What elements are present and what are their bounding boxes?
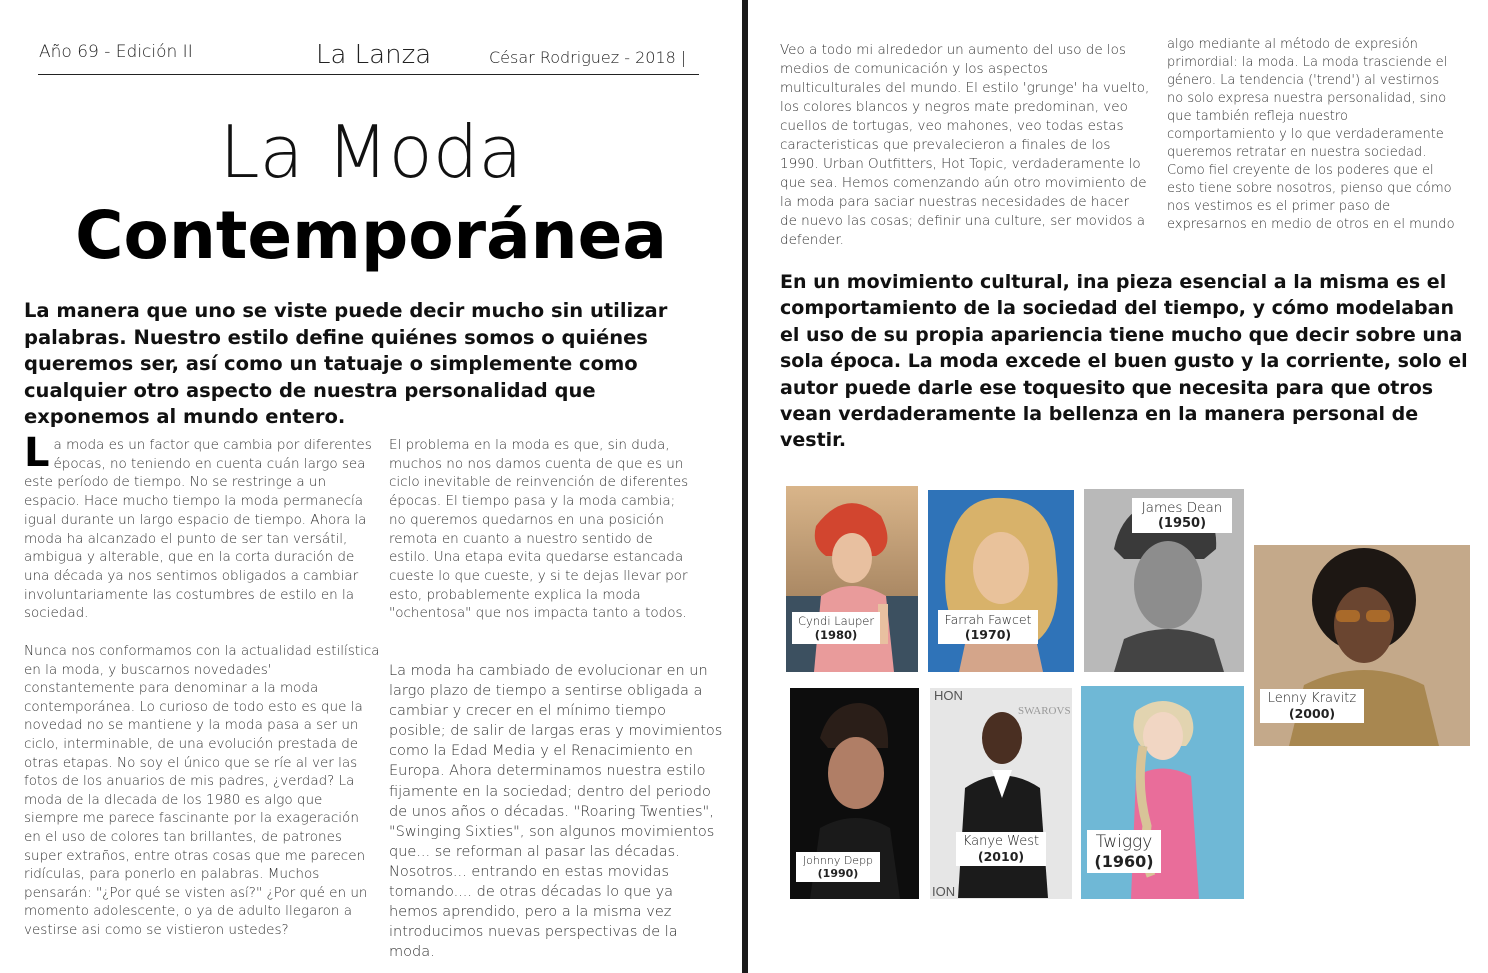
lead-paragraph-left: La manera que uno se viste puede decir mucho sin utilizar palabras. Nuestro estilo define quiénes somos o quiénes queremos ser, así como un tatuaje o simplemente como cualquier otro aspecto de nuestra personalidad que exponemos al mundo entero. [24, 299, 668, 428]
right-page [748, 0, 1488, 973]
photo-twiggy [1081, 686, 1244, 899]
photo-lenny-kravitz [1254, 545, 1470, 746]
caption-name: Kanye West [962, 834, 1040, 849]
left-page [0, 0, 742, 973]
caption-lenny-kravitz [1260, 689, 1364, 723]
column2-paragraph1: El problema en la moda es que, sin duda, muchos no nos damos cuenta de que es un ciclo inevitable de reinvención de diferentes épocas. El tiempo pasa y la moda cambia; no queremos quedarnos en una posición remota en cuanto a nuestro sentido de estilo. Una etapa evita quedarse estancada cueste lo que cueste, y si te dejas llevar por esto, probablemente explica la moda "ochentosa" que nos impacta tanto a todos. [389, 437, 689, 622]
caption-year: (1980) [814, 628, 858, 642]
article-title-line2: Contemporánea [75, 197, 667, 274]
publication-name: La Lanza [316, 40, 432, 70]
caption-name: Lenny Kravitz [1267, 691, 1357, 706]
column1-paragraph1 [24, 430, 380, 623]
caption-cyndi-lauper [792, 612, 880, 644]
caption-name: Farrah Fawcet [944, 612, 1032, 627]
column1-paragraph2: Nunca nos conformamos con la actualidad estilística en la moda, y buscarnos novedades' constantemente para denominar a la moda contemporánea. Lo curioso de todo esto es que la novedad no se mantiene y la moda pasa a ser un ciclo, interminable, de una evolución prestada de otras etapas. No soy el único que se ríe al ver las fotos de los anuarios de mis padres, ¿verdad? La moda de la dlecada de los 1980 es algo que siempre me parece fascinante por la exageración en el uso de colores tan brillantes, de patrones super extraños, entre otras cosas que me parecen ridículas, para ponerlo en palabras. Muchos pensarán: "¿Por qué se visten así?" ¿Por qué en un momento adolescente, o ya de adulto llegaron a vestirse asi como se vistieron ustedes? [24, 643, 380, 938]
caption-james-dean [1132, 498, 1232, 533]
backdrop-text-top: HON [934, 688, 963, 703]
caption-name: Cyndi Lauper [797, 614, 875, 628]
lead-paragraph-right: En un movimiento cultural, ina pieza esencial a la misma es el comportamiento de la sociedad del tiempo, y cómo modelaban el uso de su propia apariencia tiene mucho que decir sobre una sola época. La moda excede el buen gusto y la corriente, solo el autor puede darle ese toquesito que necesita para que otros vean verdaderamente la bellenza en la manera personal de vestir. [780, 271, 1468, 452]
caption-year: (1990) [817, 867, 859, 880]
cyndi-lauper-portrait [786, 486, 918, 672]
article-title-line1: La Moda [219, 110, 523, 194]
backdrop-brand-text: SWAROVS [1018, 705, 1071, 717]
caption-johnny-depp [796, 852, 880, 882]
farrah-fawcett-portrait [928, 490, 1074, 672]
photo-cyndi-lauper [786, 486, 918, 672]
caption-year: (2000) [1288, 706, 1336, 721]
issue-label: Año 69 - Edición II [39, 42, 193, 62]
column3-paragraph1: Veo a todo mi alrededor un aumento del uso de los medios de comunicación y los aspectos multiculturales del mundo. El estilo 'grunge' ha vuelto, los colores blancos y negros mate predominan, veo cuellos de tortugas, veo mahones, veo todas estas caracteristicas que prevalecieron a finales de los 1990. Urban Outfitters, Hot Topic, verdaderamente lo que sea. Hemos comenzando aún otro movimiento de la moda para saciar nuestras necesidades de hacer de nuevo las cosas; definir una culture, ser movidos a defender. [780, 42, 1150, 248]
caption-name: James Dean [1141, 500, 1223, 516]
column4-paragraph1: algo mediante al método de expresión primordial: la moda. La moda trasciende el género. La tendencia ('trend') al vestirnos no solo expresa nuestra personalidad, sino que también refleja nuestro comportamiento y lo que verdaderamente queremos retratar en nuestra sociedad. Como fiel creyente de los poderes que el esto tiene sobre nosotros, pienso que cómo nos vestimos es el primer paso de expresarnos en medio de otros en el mundo [1167, 37, 1455, 232]
photo-johnny-depp [790, 688, 919, 899]
caption-farrah-fawcett [938, 610, 1038, 644]
caption-year: (1970) [964, 627, 1012, 642]
author-year: César Rodriguez - 2018 | [489, 48, 687, 67]
caption-year: (1950) [1157, 516, 1207, 531]
column1-paragraph1-text: a moda es un factor que cambia por diferentes épocas, no teniendo en cuenta cuán largo sea este período de tiempo. No se restringe a un espacio. Hace mucho tiempo la moda permanecía igual durante un largo espacio de tiempo. Ahora la moda ha alcanzado el punto de ser tan versátil, ambigua y alterable, que en la corta duración de una década ya nos sentimos obligados a cambiar involuntariamente las costumbres de estilo en la sociedad. [24, 437, 372, 622]
drop-cap: L [24, 430, 50, 476]
photo-kanye-west [930, 688, 1072, 899]
caption-twiggy [1087, 830, 1161, 873]
caption-name: Johnny Depp [802, 854, 874, 867]
backdrop-text-bottom: ION [932, 884, 956, 899]
photo-james-dean [1084, 489, 1244, 672]
header-rule [38, 74, 699, 75]
caption-year: (1960) [1094, 852, 1154, 871]
caption-kanye-west [956, 832, 1046, 866]
kanye-west-portrait [930, 688, 1072, 899]
photo-farrah-fawcett [928, 490, 1074, 672]
column2-paragraph2: La moda ha cambiado de evolucionar en un largo plazo de tiempo a sentirse obligada a cambiar y crecer en el mínimo tiempo posible; de salir de largas eras y movimientos como la Edad Media y el Renacimiento en Europa. Ahora determinamos nuestra estilo fijamente en la sociedad; dentro del periodo de unos años o décadas. "Roaring Twenties", "Swinging Sixties", son algunos movimientos que... se reforman al pasar las décadas. Nosotros... entrando en estas movidas tomando.... de otras décadas lo que ya hemos aprendido, pero a la misma vez introducimos nuevas perspectivas de la moda. [389, 663, 723, 961]
caption-year: (2010) [977, 849, 1025, 864]
caption-name: Twiggy [1095, 832, 1153, 852]
